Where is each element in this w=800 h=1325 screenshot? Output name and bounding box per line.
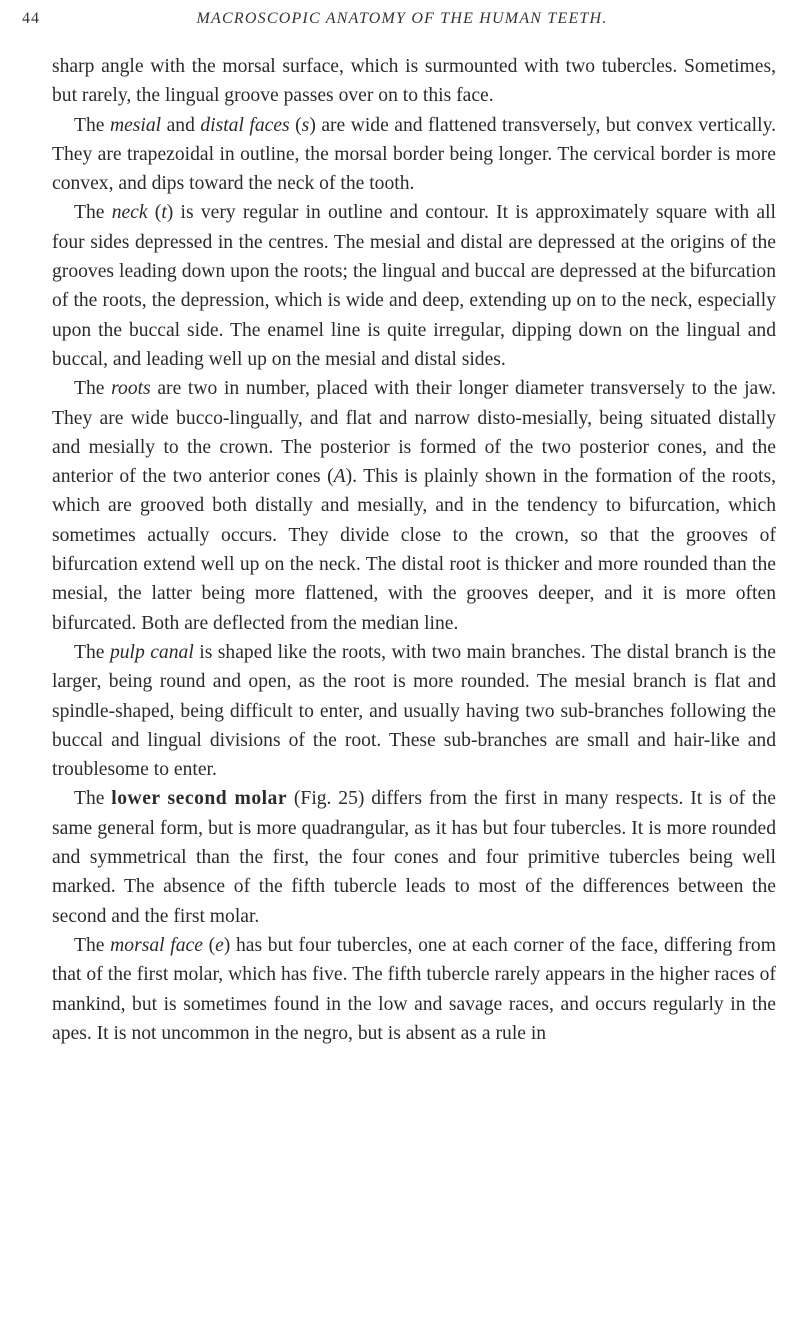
text-run: ). This is plainly shown in the formation of the roots, which are grooved both distally and mesially, and in the tendency to bifurcation, which sometimes actually occurs. They divide close to the crown, so that the grooves of bifurcation extend well up on the neck. The distal root is thicker and more rounded than the mesial, the latter being more flattened, with the grooves deeper, and it is more often bifurcated. Both are deflected from the median line. bbox=[52, 466, 776, 634]
italic-term: t bbox=[161, 202, 167, 224]
text-run: The bbox=[74, 114, 110, 136]
body-text bbox=[52, 52, 776, 1048]
text-run: The bbox=[74, 934, 111, 956]
paragraph bbox=[52, 52, 776, 111]
paragraph bbox=[52, 111, 776, 199]
running-title: MACROSCOPIC ANATOMY OF THE HUMAN TEETH. bbox=[196, 10, 608, 27]
italic-term: A bbox=[333, 466, 346, 488]
text-run: sharp angle with the morsal surface, which is surmounted with two tubercles. Sometimes, but rarely, the lingual groove passes over on to this face. bbox=[52, 56, 776, 107]
paragraph bbox=[52, 931, 776, 1048]
text-run: The bbox=[74, 788, 112, 810]
paragraph bbox=[52, 784, 776, 930]
italic-term: roots bbox=[111, 378, 151, 400]
text-run: ( bbox=[147, 202, 162, 224]
paragraph bbox=[52, 638, 776, 784]
text-run: ) is very regular in outline and contour. It is approximately square with all four sides depressed in the centres. The mesial and distal are depressed at the origins of the grooves leading down upon the roots; the lingual and buccal are depressed at the bifurcation of the roots, the depression, which is wide and deep, extending up on to the neck, especially upon the buccal side. The enamel line is quite irregular, dipping down on the lingual and buccal, and leading well up on the mesial and distal sides. bbox=[52, 202, 776, 370]
italic-term: pulp canal bbox=[109, 641, 194, 663]
italic-term: neck bbox=[111, 202, 148, 224]
italic-term: s bbox=[301, 114, 310, 136]
text-run: ) has but four tubercles, one at each corner of the face, differing from that of the first molar, which has five. The fifth tubercle rarely appears in the higher races of mankind, but is sometimes found in the low and savage races, and occurs regularly in the apes. It is not uncommon in the negro, but is absent as a rule in bbox=[52, 934, 776, 1044]
text-run: ( bbox=[202, 934, 216, 956]
page-number: 44 bbox=[22, 10, 40, 27]
text-run: The bbox=[74, 641, 110, 663]
text-run: The bbox=[74, 378, 112, 400]
paragraph bbox=[52, 198, 776, 374]
text-run: ( bbox=[289, 114, 302, 136]
text-run: ) are wide and flattened transversely, but convex vertically. They are trapezoidal in outline, the morsal border being longer. The cervical border is more convex, and dips toward the neck of the tooth. bbox=[52, 114, 776, 195]
italic-term: distal faces bbox=[200, 114, 290, 136]
text-run: and bbox=[161, 114, 201, 136]
text-run: is shaped like the roots, with two main branches. The distal branch is the larger, being round and open, as the root is more rounded. The mesial branch is flat and spindle-shaped, being difficult to enter, and usually having two sub-branches following the buccal and lingual divisions of the root. These sub-branches are small and hair-like and troublesome to enter. bbox=[52, 641, 777, 781]
text-run: (Fig. 25) differs from the first in many respects. It is of the same general form, but is more quadrangular, as it has but four tubercles. It is more rounded and symmetrical than the first, the four cones and four primitive tubercles being well marked. The absence of the fifth tubercle leads to most of the differences between the second and the first molar. bbox=[52, 788, 776, 927]
text-run: are two in number, placed with their longer diameter transversely to the jaw. They are wide bucco-lingually, and flat and narrow disto-mesially, being situated distally and mesially to the crown. The posterior is formed of the two posterior cones, and the anterior of the two anterior cones ( bbox=[52, 378, 776, 488]
running-header bbox=[22, 10, 782, 40]
italic-term: morsal face bbox=[110, 934, 203, 956]
paragraph bbox=[52, 374, 776, 638]
bold-heading-term: lower second molar bbox=[111, 788, 288, 810]
italic-term: e bbox=[215, 934, 224, 956]
text-run: The bbox=[74, 202, 112, 224]
italic-term: mesial bbox=[109, 114, 162, 136]
